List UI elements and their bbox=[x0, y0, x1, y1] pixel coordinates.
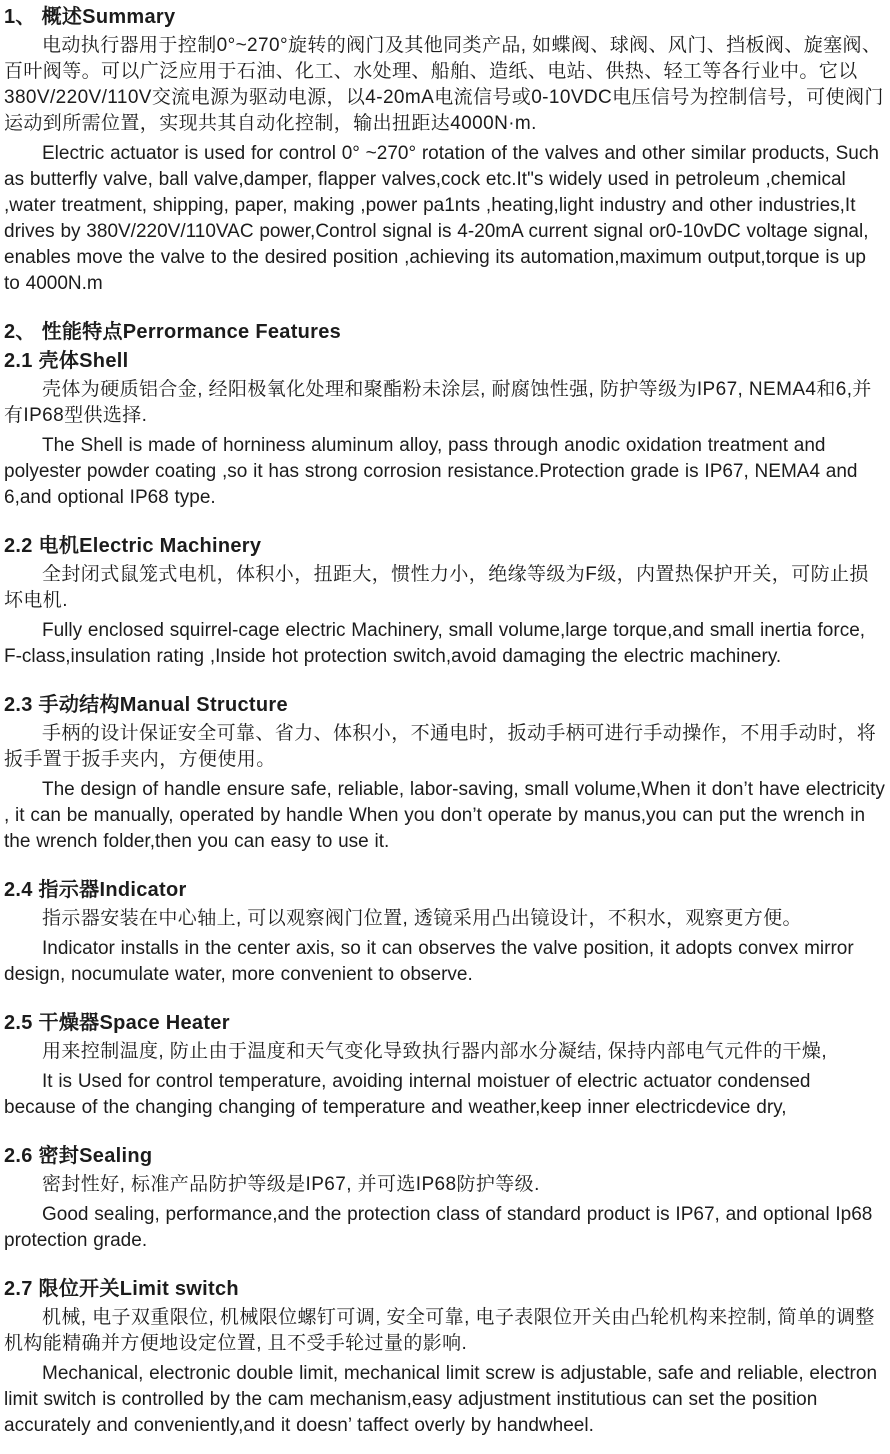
section-heading-manual-structure: 2.3 手动结构Manual Structure bbox=[4, 694, 288, 716]
section-limit-switch-paragraph-zh: 机械, 电子双重限位, 机械限位螺钉可调, 安全可靠, 电子表限位开关由凸轮机构来控制, 简单的调整机构能精确并方便地设定位置, 且不受手轮过量的影响. bbox=[4, 1307, 875, 1354]
section-space-heater bbox=[4, 1010, 886, 1121]
section-shell-paragraph-en: The Shell is made of horniness aluminum alloy, pass through anodic oxidation treatment and polyester powder coating ,so it has strong corrosion resistance.Protection grade is IP67, NEMA4 and 6,and optional IP68 type. bbox=[4, 435, 858, 508]
section-indicator-paragraph-zh: 指示器安装在中心轴上, 可以观察阀门位置, 透镜采用凸出镜设计，不积水，观察更方便。 bbox=[42, 908, 802, 929]
section-limit-switch-paragraph-en: Mechanical, electronic double limit, mechanical limit screw is adjustable, safe and reliable, electron limit switch is controlled by the cam mechanism,easy adjustment institutious can set the position accurately and conveniently,and it doesn’ taffect overly by handwheel. bbox=[4, 1363, 878, 1436]
section-heading-electric-machinery: 2.2 电机Electric Machinery bbox=[4, 535, 262, 557]
section-sealing bbox=[4, 1143, 886, 1254]
section-summary-paragraph-en: Electric actuator is used for control 0° ~270° rotation of the valves and other similar products, Such as butterfly valve, ball valve,damper, flapper valves,cock etc.It"s widely used in petroleum ,chemical ,water treatment, shipping, paper, making ,power pa1nts ,heating,light industry and other industries,It drives by 380V/220V/110VAC power,Control signal is 4-20mA current signal or0-10vDC voltage signal, enables move the valve to the desired position ,achieving its automation,maximum output,torque is up to 4000N.m bbox=[4, 143, 879, 294]
section-limit-switch bbox=[4, 1276, 886, 1439]
section-space-heater-paragraph-zh: 用来控制温度, 防止由于温度和天气变化导致执行器内部水分凝结, 保持内部电气元件的干燥, bbox=[42, 1041, 827, 1062]
section-manual-structure-paragraph-zh: 手柄的设计保证安全可靠、省力、体积小，不通电时，扳动手柄可进行手动操作，不用手动时，将扳手置于扳手夹内，方便使用。 bbox=[4, 723, 877, 770]
section-heading-indicator: 2.4 指示器Indicator bbox=[4, 879, 187, 901]
section-manual-structure-paragraph-en: The design of handle ensure safe, reliable, labor-saving, small volume,When it don’t have electricity , it can be manually, operated by handle When you don’t operate by manus,you can put the wrench in the wrench folder,then you can easy to use it. bbox=[4, 779, 885, 852]
section-shell-paragraph-zh: 壳体为硬质铝合金, 经阳极氧化处理和聚酯粉未涂层, 耐腐蚀性强, 防护等级为IP67, NEMA4和6,并有IP68型供选择. bbox=[4, 379, 872, 426]
section-space-heater-paragraph-en: It is Used for control temperature, avoiding internal moistuer of electric actuator condensed because of the changing changing of temperature and weather,keep inner electricdevice dry, bbox=[4, 1071, 811, 1118]
section-sealing-paragraph-en: Good sealing, performance,and the protection class of standard product is IP67, and optional Ip68 protection grade. bbox=[4, 1204, 873, 1251]
section-electric-machinery-paragraph-en: Fully enclosed squirrel-cage electric Machinery, small volume,large torque,and small inertia force, F-class,insulation rating ,Inside hot protection switch,avoid damaging the electric machinery. bbox=[4, 620, 866, 667]
section-heading-space-heater: 2.5 干燥器Space Heater bbox=[4, 1012, 230, 1034]
section-heading-summary: 1、 概述Summary bbox=[4, 6, 176, 28]
section-shell bbox=[4, 348, 886, 511]
section-manual-structure bbox=[4, 692, 886, 855]
section-sealing-paragraph-zh: 密封性好, 标准产品防护等级是IP67, 并可选IP68防护等级. bbox=[42, 1174, 540, 1195]
section-electric-machinery bbox=[4, 533, 886, 670]
section-heading-sealing: 2.6 密封Sealing bbox=[4, 1145, 153, 1167]
section-summary bbox=[4, 4, 886, 297]
section-features bbox=[4, 319, 886, 346]
section-summary-paragraph-zh: 电动执行器用于控制0°~270°旋转的阀门及其他同类产品, 如蝶阀、球阀、风门、挡板阀、旋塞阀、百叶阀等。可以广泛应用于石油、化工、水处理、船舶、造纸、电站、供热、轻工等各行业中。它以380V/220V/110V交流电源为驱动电源，以4-20mA电流信号或0-10VDC电压信号为控制信号，可使阀门运动到所需位置，实现共其自动化控制，输出扭距达4000N·m. bbox=[4, 35, 884, 134]
section-indicator bbox=[4, 877, 886, 988]
section-electric-machinery-paragraph-zh: 全封闭式鼠笼式电机，体积小，扭距大，惯性力小，绝缘等级为F级，内置热保护开关，可防止损坏电机. bbox=[4, 564, 869, 611]
section-heading-limit-switch: 2.7 限位开关Limit switch bbox=[4, 1278, 239, 1300]
section-heading-shell: 2.1 壳体Shell bbox=[4, 350, 129, 372]
section-indicator-paragraph-en: Indicator installs in the center axis, so it can observes the valve position, it adopts convex mirror design, nocumulate water, more convenient to observe. bbox=[4, 938, 854, 985]
section-heading-features: 2、 性能特点Perrormance Features bbox=[4, 321, 342, 343]
